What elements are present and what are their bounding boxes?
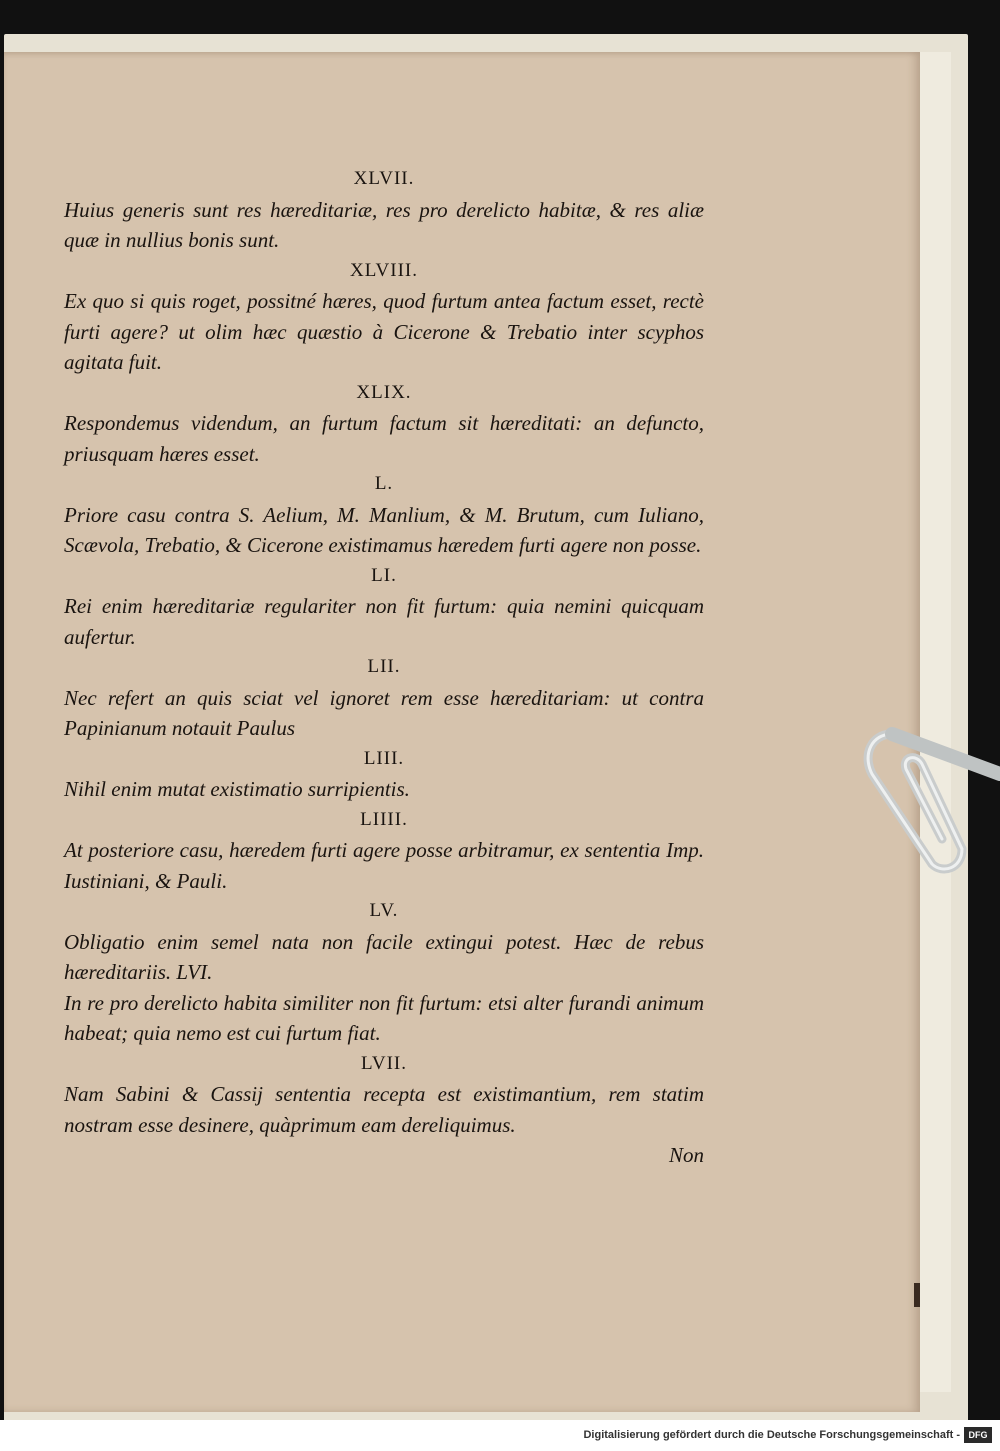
section-number: LVII. — [361, 1052, 407, 1074]
section-number: XLVIII. — [349, 259, 419, 281]
section-number: LII. — [367, 656, 401, 677]
section-number: L. — [374, 473, 394, 494]
section-number: XLVII. — [353, 168, 415, 189]
paragraph: Respondemus videndum, an furtum factum sit hæreditati: an defuncto, priusquam hæres esset. — [64, 411, 704, 466]
paragraph: At posteriore casu, hæredem furti agere posse arbitramur, ex sententia Imp. Iustiniani, & Pauli. — [64, 838, 704, 893]
paragraph: Priore casu contra S. Aelium, M. Manlium, & M. Brutum, cum Iuliano, Scævola, Trebatio, & Cicerone existimamus hæredem furti agere non posse. — [64, 502, 704, 557]
paragraph: Ex quo si quis roget, possitné hæres, quod furtum antea factum esset, rectè furti agere? ut olim hæc quæstio à Cicerone & Trebatio inter scyphos agitata fuit. — [64, 289, 704, 374]
paragraph: Nam Sabini & Cassij sententia recepta est existimantium, rem statim nostram esse desinere, quàprimum eam dereliquimus. — [64, 1082, 704, 1137]
digitization-footer — [0, 1420, 1000, 1451]
paragraph: Obligatio enim semel nata non facile extingui potest. Hæc de rebus hæreditariis. LVI. — [64, 929, 704, 984]
paragraph: Huius generis sunt res hæreditariæ, res pro derelicto habitæ, & res aliæ quæ in nullius bonis sunt. — [64, 197, 704, 252]
paper-clip-icon — [862, 724, 1000, 874]
paragraph: Rei enim hæreditariæ regulariter non fit furtum: quia nemini quicquam aufertur. — [64, 594, 704, 649]
dfg-logo: DFG — [964, 1427, 992, 1443]
section-number: LIIII. — [360, 808, 408, 830]
funding-notice: Digitalisierung gefördert durch die Deutsche Forschungsgemeinschaft - — [583, 1429, 960, 1441]
paragraph: Nec refert an quis sciat vel ignoret rem esse hæreditariam: ut contra Papinianum notauit Paulus — [64, 685, 704, 740]
catchword: Non — [668, 1143, 704, 1167]
page-edge-mark — [914, 1283, 920, 1307]
paragraph: Nihil enim mutat existimatio surripientis. — [64, 777, 410, 801]
section-number: LV. — [369, 900, 399, 921]
book-page — [4, 52, 920, 1412]
paragraph: In re pro derelicto habita similiter non fit furtum: etsi alter furandi animum habeat; quia nemo est cui furtum fiat. — [64, 990, 704, 1045]
section-number: XLIX. — [356, 381, 412, 403]
section-number: LI. — [371, 564, 397, 586]
section-number: LIII. — [363, 747, 405, 769]
page-text — [64, 164, 704, 1171]
